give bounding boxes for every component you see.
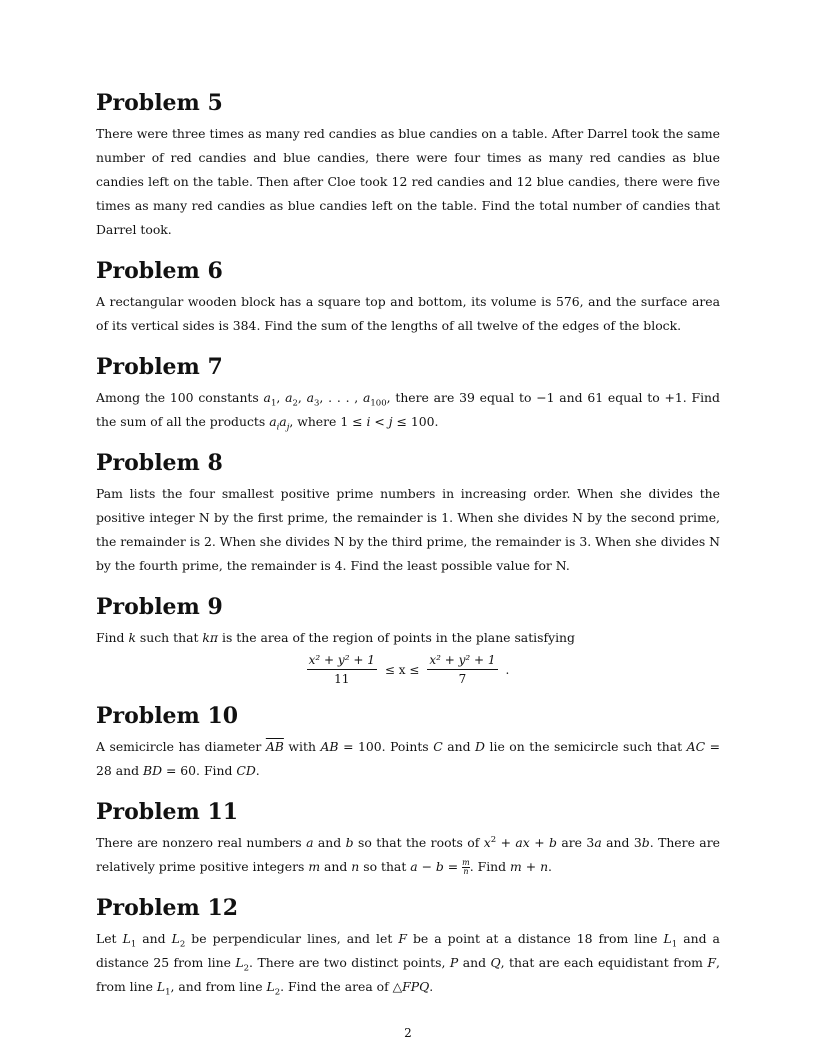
problem-8 <box>96 448 720 578</box>
problem-5 <box>96 88 720 242</box>
problem-title: Problem 12 <box>96 895 239 921</box>
problem-text: Let $L_1$ and $L_2$ be perpendicular lines, and let F be a point at a distance 18 from line $L_1$ and a distance 25 from line $L_2$. There are two distinct points, P and Q, that are each equidistant from F, from line $L_1$, and from line $L_2$. Find the area of △FPQ. <box>96 931 720 998</box>
document-body <box>96 88 720 1013</box>
problem-title: Problem 9 <box>96 594 223 620</box>
inequality-display: $\frac{\text{x² + y² + 1}}{11}$ ≤ x ≤ $\frac{\text{x² + y² + 1}}{7}$ . <box>308 653 510 686</box>
problem-text: There were three times as many red candies as blue candies on a table. After Darrel took the same number of red candies and blue candies, there were four times as many red candies as blue candies left on the table. Then after Cloe took 12 red candies and 12 blue candies, there were five times as many red candies as blue candies left on the table. Find the total number of candies that Darrel took. <box>96 126 720 237</box>
problem-12 <box>96 893 720 999</box>
problem-text: Pam lists the four smallest positive prime numbers in increasing order. When she divides the positive integer N by the first prime, the remainder is 1. When she divides N by the second prime, the remainder is 2. When she divides N by the third prime, the remainder is 3. When she divides N by the fourth prime, the remainder is 4. Find the least possible value for N. <box>96 486 720 573</box>
inequality-relation: ≤ x ≤ <box>384 662 420 677</box>
problem-title: Problem 5 <box>96 90 223 116</box>
problem-11 <box>96 797 720 879</box>
problem-6 <box>96 256 720 338</box>
problem-title: Problem 6 <box>96 258 223 284</box>
page-number: 2 <box>404 1026 412 1040</box>
problem-text: There are nonzero real numbers a and b so that the roots of $x^2$ + ax + b are 3a and 3b. There are relatively prime positive integers m and n so that a − b = $\frac{m}{n}$ . Find m + n. <box>96 834 720 876</box>
fraction-right: $\frac{\text{x² + y² + 1}}{7}$ <box>429 653 496 686</box>
problem-title: Problem 7 <box>96 354 223 380</box>
problem-10 <box>96 701 720 783</box>
problem-text: A rectangular wooden block has a square top and bottom, its volume is 576, and the surface area of its vertical sides is 384. Find the sum of the lengths of all twelve of the edges of the block. <box>96 294 720 333</box>
problem-9 <box>96 592 720 687</box>
problem-title: Problem 10 <box>96 703 239 729</box>
problem-text: Find k such that kπ is the area of the region of points in the plane satisfying <box>96 630 575 645</box>
problem-text: Among the 100 constants $a_1$, $a_2$, $a_3$, . . . , $a_{100}$, there are 39 equal to −1 and 61 equal to +1. Find the sum of all the products $a_ia_j$, where 1 ≤ i < j ≤ 100. <box>96 390 720 433</box>
fraction-left: $\frac{\text{x² + y² + 1}}{11}$ <box>308 653 375 686</box>
problem-text: A semicircle has diameter $\overline{AB}$ with AB = 100. Points C and D lie on the semicircle such that AC = 28 and BD = 60. Find CD. <box>96 739 721 778</box>
problem-title: Problem 11 <box>96 799 239 825</box>
problem-title: Problem 8 <box>96 450 223 476</box>
problem-7 <box>96 352 720 434</box>
